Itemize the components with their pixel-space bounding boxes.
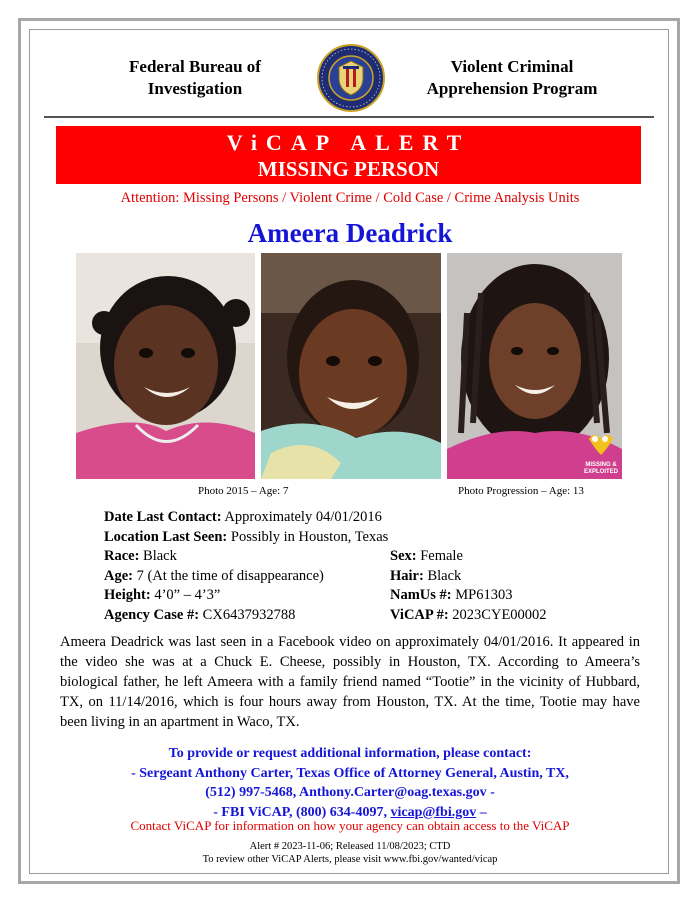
- review-alerts-link[interactable]: To review other ViCAP Alerts, please visit www.fbi.gov/wanted/vicap: [202, 854, 498, 865]
- doj-seal-icon: [317, 44, 385, 112]
- program-name: Violent Criminal Apprehension Program: [426, 57, 598, 98]
- contact-fbi-vicap: - FBI ViCAP, (800) 634-4097, vicap@fbi.gov –: [213, 804, 487, 820]
- fact-row-height-namus: [104, 586, 513, 606]
- case-narrative: Ameera Deadrick was last seen in a Facebook video on approximately 04/01/2016. It appeared in the video she was at a Chuck E. Cheese, possibly in Houston, TX. According to Ameera’s biological father, he left Ameera with a family friend named “Tootie” in the vicinity of Hubbard, TX, on 11/14/2016, which is four hours away from Houston, TX. At the time, Tootie may have been living in an apartment in Waco, TX.: [60, 634, 640, 730]
- banner-title: ViCAP ALERT: [226, 130, 471, 155]
- caption-right: Photo Progression – Age: 13: [458, 485, 584, 497]
- fact-vicap-number: ViCAP #: 2023CYE00002: [390, 606, 547, 623]
- fact-height: Height: 4’0” – 4’3”: [104, 587, 221, 603]
- contact-block: [30, 744, 670, 822]
- photo-progression-age-13: [447, 253, 622, 479]
- caption-left: Photo 2015 – Age: 7: [198, 485, 289, 497]
- fact-row-case-vicap: [104, 606, 547, 626]
- access-note: Contact ViCAP for information on how your agency can obtain access to the ViCAP: [130, 818, 570, 833]
- alert-number: Alert # 2023-11-06; Released 11/08/2023; CTD: [249, 841, 451, 852]
- photo-2015-second: [261, 253, 441, 479]
- photo-2015-age-7: [76, 253, 255, 479]
- fact-hair: Hair: Black: [390, 567, 462, 584]
- contact-phone-email[interactable]: (512) 997-5468, Anthony.Carter@oag.texas.gov -: [205, 785, 495, 800]
- fact-namus: NamUs #: MP61303: [390, 587, 513, 603]
- footer: [30, 840, 670, 866]
- fact-row-age-hair: [104, 567, 462, 587]
- agency-name: Federal Bureau of Investigation: [129, 57, 261, 98]
- fact-row-race-sex: [104, 547, 463, 567]
- fact-location-last-seen: Location Last Seen: Possibly in Houston, Texas: [104, 528, 389, 545]
- header-divider: [44, 116, 654, 118]
- fact-date-last-contact: Date Last Contact: Approximately 04/01/2016: [104, 509, 382, 525]
- alert-banner: [56, 126, 641, 184]
- watermark-line-2: EXPLOITED: [583, 469, 619, 475]
- fact-sex: Sex: Female: [390, 548, 463, 564]
- fact-race: Race: Black: [104, 548, 177, 564]
- vicap-email-link[interactable]: vicap@fbi.gov: [390, 804, 477, 820]
- banner-subtitle: MISSING PERSON: [257, 157, 440, 181]
- contact-sergeant: - Sergeant Anthony Carter, Texas Office of Attorney General, Austin, TX,: [131, 765, 569, 781]
- person-name: Ameera Deadrick: [247, 218, 453, 248]
- watermark-line-1: MISSING &: [585, 462, 617, 468]
- attention-line: Attention: Missing Persons / Violent Crime / Cold Case / Crime Analysis Units: [120, 190, 580, 206]
- contact-intro: To provide or request additional information, please contact:: [168, 746, 532, 761]
- facts-block: [104, 508, 547, 625]
- fact-age: Age: 7 (At the time of disappearance): [104, 567, 324, 584]
- fact-agency-case: Agency Case #: CX6437932788: [104, 606, 296, 623]
